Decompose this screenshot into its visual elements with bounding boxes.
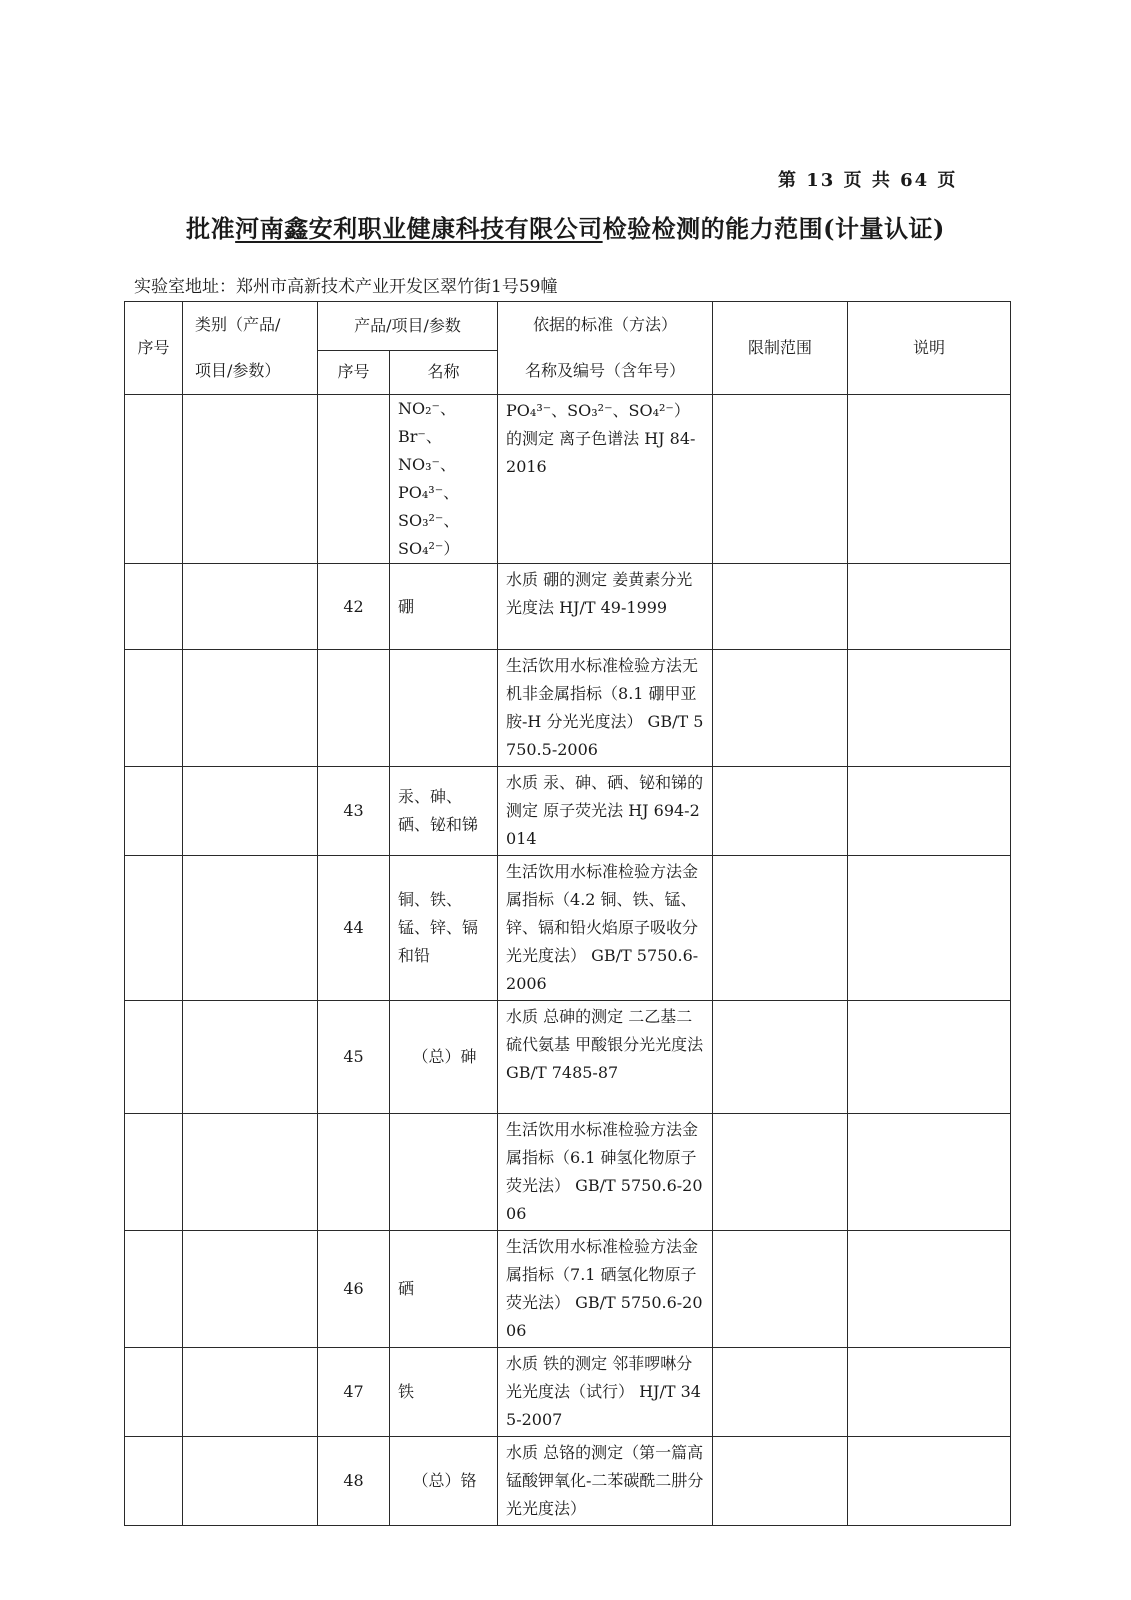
cell-category xyxy=(183,1231,318,1348)
cell-name: 汞、砷、硒、铋和锑 xyxy=(390,767,498,856)
cell-seq xyxy=(125,395,183,564)
cell-num: 42 xyxy=(318,564,390,650)
cell-seq xyxy=(125,856,183,1001)
cell-name: 铜、铁、锰、锌、镉和铅 xyxy=(390,856,498,1001)
cell-standard: 水质 汞、砷、硒、铋和锑的测定 原子荧光法 HJ 694-2014 xyxy=(498,767,713,856)
cell-num xyxy=(318,1114,390,1231)
cell-seq xyxy=(125,1001,183,1114)
table-row xyxy=(125,767,1011,856)
cell-name: 硒 xyxy=(390,1231,498,1348)
cell-name: NO₂⁻、 Br⁻、NO₃⁻、PO₄³⁻、SO₃²⁻、SO₄²⁻） xyxy=(390,395,498,564)
table-row xyxy=(125,1437,1011,1526)
cell-seq xyxy=(125,1114,183,1231)
cell-num: 43 xyxy=(318,767,390,856)
cell-category xyxy=(183,856,318,1001)
cell-standard: 生活饮用水标准检验方法金属指标（4.2 铜、铁、锰、锌、镉和铅火焰原子吸收分光光度法） GB/T 5750.6-2006 xyxy=(498,856,713,1001)
cell-standard: 生活饮用水标准检验方法金属指标（6.1 砷氢化物原子荧光法） GB/T 5750.6-2006 xyxy=(498,1114,713,1231)
cell-name xyxy=(390,1114,498,1231)
cell-standard: 生活饮用水标准检验方法无机非金属指标（8.1 硼甲亚胺-H 分光光度法） GB/T 5750.5-2006 xyxy=(498,650,713,767)
cell-name: 铁 xyxy=(390,1348,498,1437)
header-row-1 xyxy=(125,302,1011,351)
cell-limit xyxy=(713,856,848,1001)
cell-limit xyxy=(713,767,848,856)
cell-note xyxy=(848,1231,1011,1348)
cell-limit xyxy=(713,1348,848,1437)
cell-note xyxy=(848,856,1011,1001)
cell-seq xyxy=(125,564,183,650)
cell-standard: 生活饮用水标准检验方法金属指标（7.1 硒氢化物原子荧光法） GB/T 5750.6-2006 xyxy=(498,1231,713,1348)
table-row xyxy=(125,1231,1011,1348)
header-sub-name: 名称 xyxy=(390,350,498,394)
cell-note xyxy=(848,1348,1011,1437)
table-row xyxy=(125,564,1011,650)
cell-num xyxy=(318,395,390,564)
header-standard xyxy=(498,302,713,395)
header-limit: 限制范围 xyxy=(713,302,848,395)
cell-seq xyxy=(125,1437,183,1526)
cell-note xyxy=(848,564,1011,650)
cell-name: （总）砷 xyxy=(390,1001,498,1114)
cell-name xyxy=(390,650,498,767)
header-standard-line1: 依据的标准（方法） xyxy=(533,315,678,334)
table-row xyxy=(125,395,1011,564)
cell-category xyxy=(183,1348,318,1437)
cell-note xyxy=(848,395,1011,564)
header-standard-line2: 名称及编号（含年号） xyxy=(525,361,686,380)
cell-limit xyxy=(713,395,848,564)
cell-note xyxy=(848,767,1011,856)
cell-seq xyxy=(125,767,183,856)
cell-limit xyxy=(713,1001,848,1114)
table-row xyxy=(125,1348,1011,1437)
cell-category xyxy=(183,564,318,650)
header-category-line2: 项目/参数） xyxy=(195,361,281,380)
title-prefix: 批准 xyxy=(186,214,236,243)
cell-category xyxy=(183,395,318,564)
header-category-line1: 类别（产品/ xyxy=(195,315,281,334)
cell-category xyxy=(183,650,318,767)
header-product-group: 产品/项目/参数 xyxy=(318,302,498,351)
cell-note xyxy=(848,1001,1011,1114)
header-category xyxy=(183,302,318,395)
cell-standard: 水质 铁的测定 邻菲啰啉分光光度法（试行） HJ/T 345-2007 xyxy=(498,1348,713,1437)
cell-num xyxy=(318,650,390,767)
document-title xyxy=(0,209,1131,244)
table-row xyxy=(125,650,1011,767)
table-row xyxy=(125,1001,1011,1114)
header-sub-seq: 序号 xyxy=(318,350,390,394)
cell-limit xyxy=(713,564,848,650)
lab-address: 实验室地址：郑州市高新技术产业开发区翠竹街1号59幢 xyxy=(134,277,558,297)
header-note: 说明 xyxy=(848,302,1011,395)
title-organization: 河南鑫安利职业健康科技有限公司 xyxy=(235,214,603,243)
cell-seq xyxy=(125,1348,183,1437)
cell-name: （总）铬 xyxy=(390,1437,498,1526)
table-row xyxy=(125,1114,1011,1231)
cell-standard: PO₄³⁻、SO₃²⁻、SO₄²⁻）的测定 离子色谱法 HJ 84-2016 xyxy=(498,395,713,564)
table-row xyxy=(125,856,1011,1001)
cell-note xyxy=(848,1437,1011,1526)
cell-num: 46 xyxy=(318,1231,390,1348)
cell-limit xyxy=(713,1114,848,1231)
page-indicator: 第 13 页 共 64 页 xyxy=(778,170,958,191)
cell-standard: 水质 总铬的测定（第一篇高锰酸钾氧化-二苯碳酰二肼分光光度法） xyxy=(498,1437,713,1526)
cell-standard: 水质 总砷的测定 二乙基二硫代氨基 甲酸银分光光度法 GB/T 7485-87 xyxy=(498,1001,713,1114)
cell-num: 48 xyxy=(318,1437,390,1526)
cell-note xyxy=(848,1114,1011,1231)
cell-num: 47 xyxy=(318,1348,390,1437)
cell-category xyxy=(183,1001,318,1114)
cell-note xyxy=(848,650,1011,767)
cell-seq xyxy=(125,650,183,767)
cell-category xyxy=(183,1437,318,1526)
cell-name: 硼 xyxy=(390,564,498,650)
capability-scope-table xyxy=(124,301,1011,1526)
cell-category xyxy=(183,767,318,856)
cell-limit xyxy=(713,1231,848,1348)
cell-seq xyxy=(125,1231,183,1348)
cell-category xyxy=(183,1114,318,1231)
cell-limit xyxy=(713,1437,848,1526)
title-suffix: 检验检测的能力范围(计量认证) xyxy=(602,214,945,243)
cell-limit xyxy=(713,650,848,767)
cell-standard: 水质 硼的测定 姜黄素分光光度法 HJ/T 49-1999 xyxy=(498,564,713,650)
header-seq: 序号 xyxy=(125,302,183,395)
cell-num: 45 xyxy=(318,1001,390,1114)
cell-num: 44 xyxy=(318,856,390,1001)
